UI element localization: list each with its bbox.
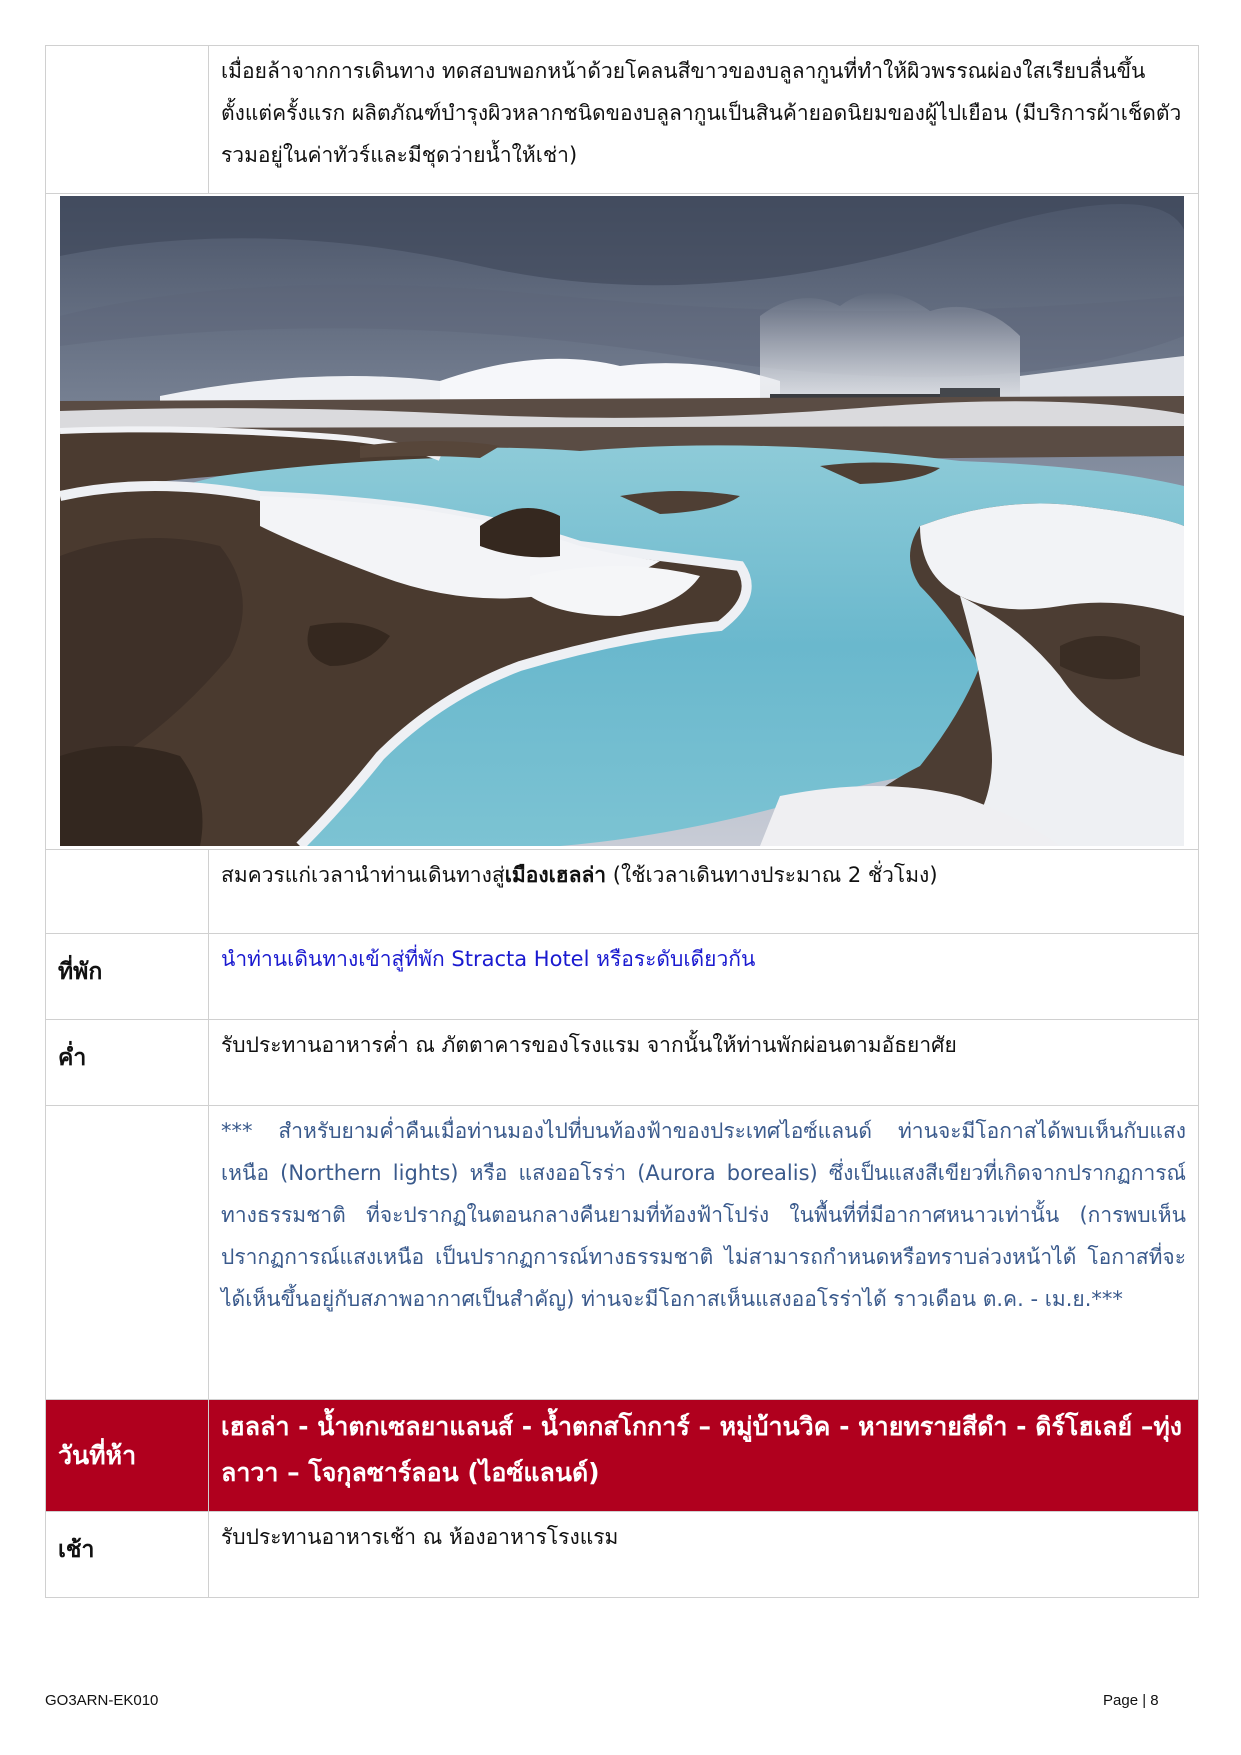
breakfast-label: เช้า <box>46 1512 209 1598</box>
itinerary-page <box>45 45 1199 1598</box>
row-intro <box>46 46 1199 194</box>
aurora-note: *** สำหรับยามค่ำคืนเมื่อท่านมองไปที่บนท้องฟ้าของประเทศไอซ์แลนด์ ท่านจะมีโอกาสได้พบเห็นกับแสงเหนือ (Northern lights) หรือ แสงออโรร่า (Aurora borealis) ซึ่งเป็นแสงสีเขียวที่เกิดจากปรากฏการณ์ทางธรรมชาติ ที่จะปรากฏในตอนกลางคืนยามที่ท้องฟ้าโปร่ง ในพื้นที่ที่มีอากาศหนาวเท่านั้น (การพบเห็นปรากฏการณ์แสงเหนือ เป็นปรากฏการณ์ทางธรรมชาติ ไม่สามารถกำหนดหรือทราบล่วงหน้าได้ โอกาสที่จะได้เห็นขึ้นอยู่กับสภาพอากาศเป็นสำคัญ) ท่านจะมีโอกาสเห็นแสงออโรร่าได้ ราวเดือน ต.ค. - เม.ย.*** <box>209 1106 1199 1400</box>
row-breakfast <box>46 1512 1199 1598</box>
row-aurora <box>46 1106 1199 1400</box>
hotel-label: ที่พัก <box>46 934 209 1020</box>
day-label: วันที่ห้า <box>46 1400 209 1512</box>
row-hotel <box>46 934 1199 1020</box>
travel-text-after: (ใช้เวลาเดินทางประมาณ 2 ชั่วโมง) <box>606 863 938 887</box>
row-label-empty <box>46 46 209 194</box>
photo-cell <box>46 194 1199 850</box>
travel-text <box>209 850 1199 934</box>
intro-text: เมื่อยล้าจากการเดินทาง ทดสอบพอกหน้าด้วยโคลนสีขาวของบลูลากูนที่ทำให้ผิวพรรณผ่องใสเรียบลื่นขึ้นตั้งแต่ครั้งแรก ผลิตภัณฑ์บำรุงผิวหลากชนิดของบลูลากูนเป็นสินค้ายอดนิยมของผู้ไปเยือน (มีบริการผ้าเช็ดตัวรวมอยู่ในค่าทัวร์และมีชุดว่ายน้ำให้เช่า) <box>209 46 1199 194</box>
hotel-text: นำท่านเดินทางเข้าสู่ที่พัก Stracta Hotel หรือระดับเดียวกัน <box>209 934 1199 1020</box>
footer-code: GO3ARN-EK010 <box>45 1692 159 1709</box>
footer-page-number: Page | 8 <box>1103 1692 1159 1709</box>
day-title: เฮลล่า - น้ำตกเซลยาแลนส์ - น้ำตกสโกการ์ – หมู่บ้านวิค - หายทรายสีดำ - ดิร์โฮเลย์ –ทุ่งลาวา – โจกุลซาร์ลอน (ไอซ์แลนด์) <box>209 1400 1199 1512</box>
row-label-empty <box>46 1106 209 1400</box>
row-day-header <box>46 1400 1199 1512</box>
row-travel <box>46 850 1199 934</box>
travel-text-before: สมควรแก่เวลานำท่านเดินทางสู่ <box>221 863 505 887</box>
row-label-empty <box>46 850 209 934</box>
row-dinner <box>46 1020 1199 1106</box>
row-photo <box>46 194 1199 850</box>
itinerary-table <box>45 45 1199 1598</box>
dinner-label: ค่ำ <box>46 1020 209 1106</box>
blue-lagoon-photo <box>60 196 1184 846</box>
travel-destination: เมืองเฮลล่า <box>504 863 607 887</box>
dinner-text: รับประทานอาหารค่ำ ณ ภัตตาคารของโรงแรม จากนั้นให้ท่านพักผ่อนตามอัธยาศัย <box>209 1020 1199 1106</box>
breakfast-text: รับประทานอาหารเช้า ณ ห้องอาหารโรงแรม <box>209 1512 1199 1598</box>
